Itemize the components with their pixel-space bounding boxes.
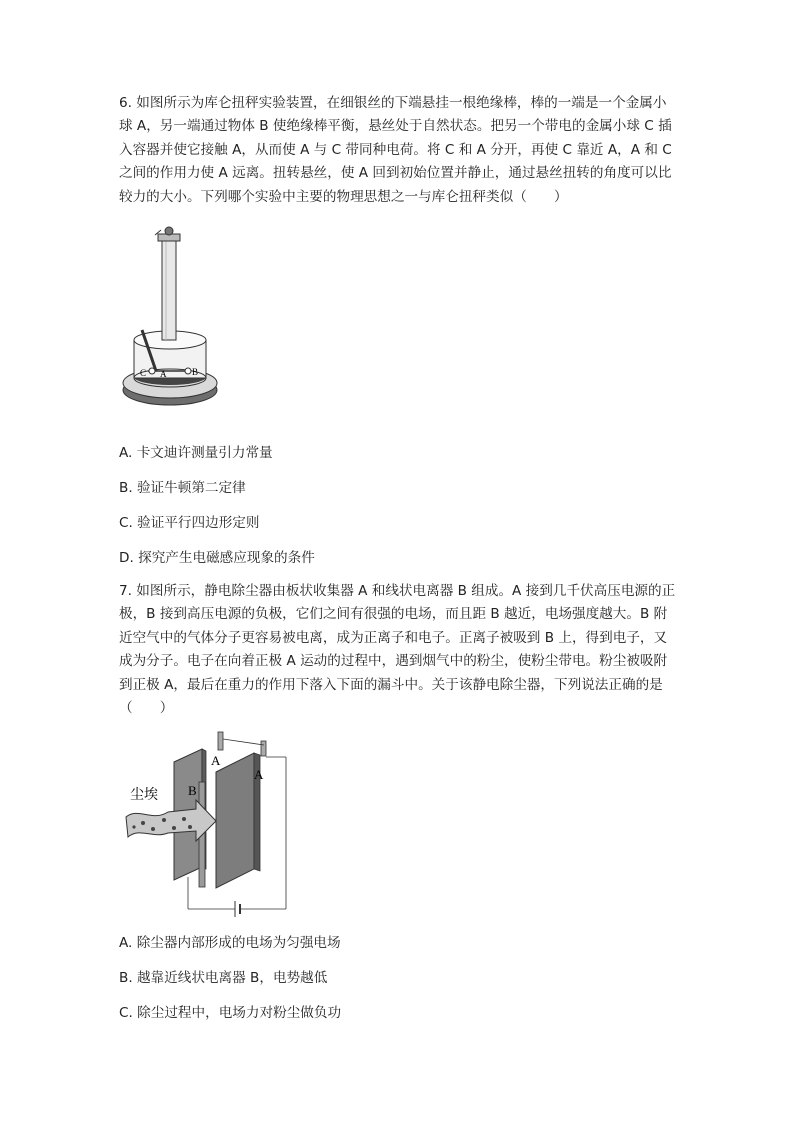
question-7-text: 7. 如图所示，静电除尘器由板状收集器 A 和线状电离器 B 组成。A 接到几千伏高压电源的正极，B 接到高压电源的负极，它们之间有很强的电场，而且距 B 越近，电场强度越大。B 附近空气中的气体分子更容易被电离，成为正离子和电子。正离子被吸到 B 上，得到电子，又成为分子。电子在向着正极 A 运动的过程中，遇到烟气中的粉尘，使粉尘带电。粉尘被吸附到正极 A，最后在重力的作用下落入下面的漏斗中。关于该静电除尘器，下列说法正确的是（ ） [119, 583, 676, 717]
label-wire-b: B [188, 783, 197, 798]
electrostatic-precipitator-figure [118, 727, 288, 917]
q7-option-b: B. 越靠近线状电离器 B，电势越低 [119, 970, 328, 986]
q7-option-c: C. 除尘过程中，电场力对粉尘做负功 [119, 1005, 342, 1021]
q6-option-c: C. 验证平行四边形定则 [119, 515, 260, 531]
label-c: C [140, 368, 147, 378]
coulomb-torsion-balance-figure [118, 225, 218, 425]
q6-option-b: B. 验证牛顿第二定律 [119, 480, 246, 496]
question-6-text: 6. 如图所示为库仑扭秤实验装置，在细银丝的下端悬挂一根绝缘棒，棒的一端是一个金属小球 A，另一端通过物体 B 使绝缘棒平衡，悬丝处于自然状态。把另一个带电的金属小球 C 插入容器并使它接触 A，从而使 A 与 C 带同种电荷。将 C 和 A 分开，再使 C 靠近 A，A 和 C 之间的作用力使 A 远离。扭转悬丝，使 A 回到初始位置并静止，通过悬丝扭转的角度可以比较力的大小。下列哪个实验中主要的物理思想之一与库仑扭秤类似（ ） [119, 95, 672, 205]
q6-option-d: D. 探究产生电磁感应现象的条件 [119, 550, 315, 566]
label-a: A [160, 369, 167, 379]
label-plate-a-back: A [211, 753, 221, 768]
q6-option-a: A. 卡文迪许测量引力常量 [119, 445, 273, 461]
label-dust: 尘埃 [130, 787, 158, 803]
label-plate-a-front: A [254, 767, 264, 782]
label-b: B [192, 367, 199, 377]
q7-option-a: A. 除尘器内部形成的电场为匀强电场 [119, 935, 341, 951]
